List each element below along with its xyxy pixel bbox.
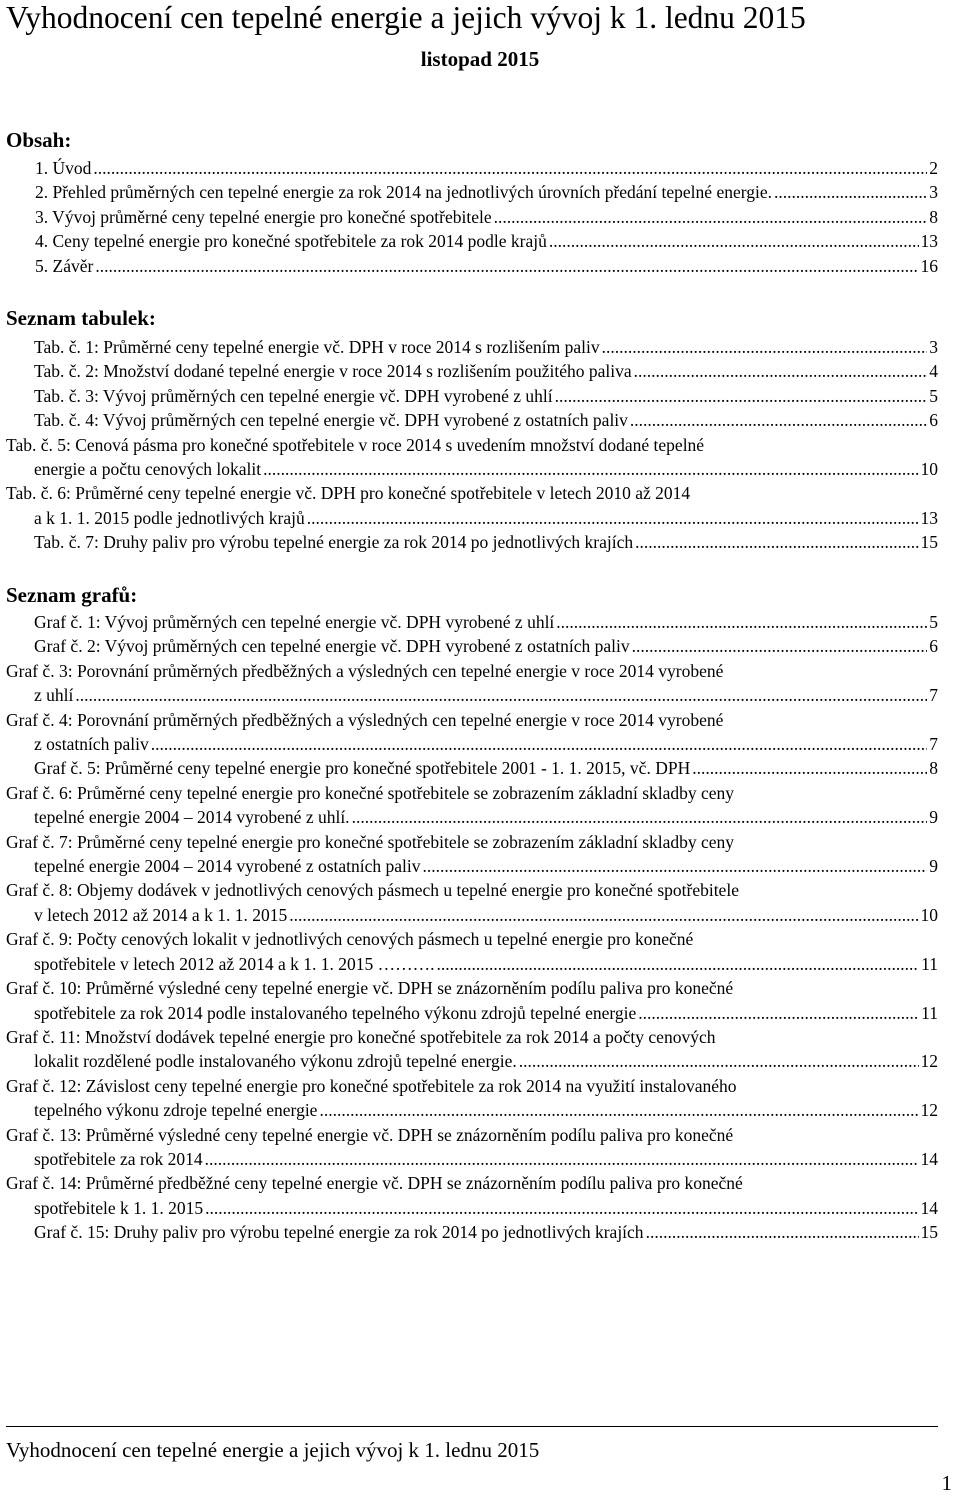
entry-title-line: Graf č. 4: Porovnání průměrných předběžných a výsledných cen tepelné energie v roce 2014 vyrobené	[6, 709, 724, 730]
dot-leader	[634, 359, 928, 383]
footer-text: Vyhodnocení cen tepelné energie a jejich vývoj k 1. lednu 2015	[6, 1438, 540, 1462]
entry-leader-row	[35, 254, 938, 278]
list-item	[6, 433, 938, 482]
entry-title: spotřebitele v letech 2012 až 2014 a k 1. 1. 2015 ……….	[34, 953, 435, 974]
dot-leader	[205, 1196, 918, 1220]
entry-leader-row	[34, 854, 938, 878]
entry-page-number: 14	[920, 1197, 938, 1218]
entry-title: 5. Závěr	[35, 255, 94, 276]
entry-title: spotřebitele k 1. 1. 2015	[34, 1197, 204, 1218]
entry-leader-row	[34, 952, 938, 976]
entry-leader-row	[34, 903, 938, 927]
entry-leader-row	[35, 156, 938, 180]
dot-leader	[307, 506, 919, 530]
list-item	[6, 180, 938, 204]
entry-title-line: Graf č. 9: Počty cenových lokalit v jednotlivých cenových pásmech u tepelné energie pro konečné	[6, 929, 694, 950]
entry-title: Tab. č. 3: Vývoj průměrných cen tepelné energie vč. DPH vyrobené z uhlí	[34, 385, 553, 406]
entry-leader-row	[35, 229, 938, 253]
entry-page-number: 13	[920, 231, 938, 252]
dot-leader	[556, 610, 927, 634]
entry-page-number: 10	[920, 459, 938, 480]
entry-title: Tab. č. 2: Množství dodané tepelné energie v roce 2014 s rozlišením použitého paliva	[34, 361, 632, 382]
entry-leader-row	[34, 1098, 938, 1122]
entry-leader-row	[34, 610, 938, 634]
entry-leader-row	[34, 1049, 938, 1073]
footer-divider	[6, 1426, 938, 1427]
entry-title: spotřebitele za rok 2014	[34, 1148, 203, 1169]
entry-leader-row	[35, 180, 938, 204]
entry-page-number: 13	[920, 507, 938, 528]
entry-title-line: Tab. č. 6: Průměrné ceny tepelné energie vč. DPH pro konečné spotřebitele v letech 2010 až 2014	[6, 483, 691, 504]
list-item	[6, 659, 938, 708]
entry-title: Tab. č. 4: Vývoj průměrných cen tepelné energie vč. DPH vyrobené z ostatních paliv	[34, 410, 628, 431]
document-subtitle: listopad 2015	[420, 47, 540, 71]
dot-leader	[632, 634, 928, 658]
entry-title-line: Graf č. 7: Průměrné ceny tepelné energie pro konečné spotřebitele se zobrazením základní skladby ceny	[6, 831, 735, 852]
list-item	[6, 1074, 938, 1123]
dot-leader	[549, 229, 919, 253]
entry-title: lokalit rozdělené podle instalovaného výkonu zdrojů tepelné energie.	[34, 1051, 517, 1072]
entry-page-number: 2	[929, 158, 938, 178]
entry-title: energie a počtu cenových lokalit	[34, 459, 262, 480]
entry-leader-row	[34, 530, 938, 554]
graphs-list	[6, 610, 938, 1245]
entry-title: Tab. č. 7: Druhy paliv pro výrobu tepelné energie za rok 2014 po jednotlivých krajích	[34, 532, 634, 553]
entry-title: a k 1. 1. 2015 podle jednotlivých krajů	[34, 507, 305, 528]
list-item	[6, 1123, 938, 1172]
entry-leader-row	[34, 683, 938, 707]
graphs-heading: Seznam grafů:	[6, 583, 138, 607]
list-item	[6, 530, 938, 554]
list-item	[6, 229, 938, 253]
dot-leader	[602, 335, 928, 359]
list-item	[6, 481, 938, 530]
entry-page-number: 9	[929, 807, 938, 828]
dot-leader	[263, 457, 918, 481]
entry-title: Graf č. 1: Vývoj průměrných cen tepelné energie vč. DPH vyrobené z uhlí	[34, 612, 555, 632]
entry-page-number: 6	[929, 636, 938, 657]
dot-leader	[638, 1001, 919, 1025]
entry-title-line: Graf č. 8: Objemy dodávek v jednotlivých cenových pásmech u tepelné energie pro konečné spotřebitele	[6, 880, 739, 901]
list-item	[6, 878, 938, 927]
entry-page-number: 11	[921, 953, 938, 974]
tables-heading: Seznam tabulek:	[6, 306, 156, 330]
entry-page-number: 3	[929, 182, 938, 203]
entry-title: Graf č. 15: Druhy paliv pro výrobu tepelné energie za rok 2014 po jednotlivých krajích	[34, 1222, 644, 1243]
entry-page-number: 9	[929, 856, 938, 877]
entry-title-line: Graf č. 11: Množství dodávek tepelné energie pro konečné spotřebitele za rok 2014 a počty cenových	[6, 1026, 716, 1047]
dot-leader	[635, 530, 918, 554]
entry-page-number: 11	[921, 1002, 938, 1023]
entry-title: spotřebitele za rok 2014 podle instalovaného tepelného výkonu zdrojů tepelné energie	[34, 1002, 637, 1023]
entry-leader-row	[34, 634, 938, 658]
entry-title-line: Graf č. 6: Průměrné ceny tepelné energie pro konečné spotřebitele se zobrazením základní skladby ceny	[6, 782, 735, 803]
entry-title-line: Graf č. 14: Průměrné předběžné ceny tepelné energie vč. DPH se znázorněním podílu paliva pro konečné	[6, 1173, 743, 1194]
dot-leader	[289, 903, 918, 927]
entry-page-number: 5	[929, 385, 938, 406]
entry-leader-row	[34, 756, 938, 780]
list-item	[6, 335, 938, 359]
entry-page-number: 16	[920, 255, 938, 276]
list-item	[6, 634, 938, 658]
entry-title: z uhlí	[34, 685, 74, 706]
entry-leader-row	[34, 457, 938, 481]
list-item	[6, 830, 938, 879]
dot-leader	[436, 952, 919, 976]
dot-leader	[774, 180, 927, 204]
dot-leader	[423, 854, 928, 878]
entry-title: 1. Úvod	[35, 158, 92, 178]
list-item	[6, 756, 938, 780]
list-item	[6, 408, 938, 432]
entry-title: tepelné energie 2004 – 2014 vyrobené z ostatních paliv	[34, 856, 421, 877]
entry-title-line: Tab. č. 5: Cenová pásma pro konečné spotřebitele v roce 2014 s uvedením množství dodané tepelné	[6, 434, 705, 455]
entry-leader-row	[34, 359, 938, 383]
dot-leader	[75, 683, 927, 707]
dot-leader	[494, 205, 928, 229]
dot-leader	[95, 254, 918, 278]
dot-leader	[319, 1098, 918, 1122]
list-item	[6, 1171, 938, 1220]
dot-leader	[151, 732, 928, 756]
entry-title-line: Graf č. 10: Průměrné výsledné ceny tepelné energie vč. DPH se znázorněním podílu paliva pro konečné	[6, 978, 734, 999]
entry-title: 2. Přehled průměrných cen tepelné energie za rok 2014 na jednotlivých úrovních předání tepelné energie.	[35, 182, 772, 203]
entry-leader-row	[34, 408, 938, 432]
entry-leader-row	[34, 1220, 938, 1244]
list-item	[6, 156, 938, 180]
entry-page-number: 8	[929, 206, 938, 227]
entry-leader-row	[34, 732, 938, 756]
dot-leader	[519, 1049, 919, 1073]
entry-page-number: 4	[929, 361, 938, 382]
entry-page-number: 6	[929, 410, 938, 431]
entry-title: Tab. č. 1: Průměrné ceny tepelné energie vč. DPH v roce 2014 s rozlišením paliv	[34, 337, 600, 357]
entry-title: 3. Vývoj průměrné ceny tepelné energie pro konečné spotřebitele	[35, 206, 492, 227]
entry-title-line: Graf č. 12: Závislost ceny tepelné energie pro konečné spotřebitele za rok 2014 na využití instalovaného	[6, 1075, 737, 1096]
list-item	[6, 384, 938, 408]
entry-page-number: 15	[920, 532, 938, 553]
dot-leader	[630, 408, 927, 432]
contents-list	[6, 156, 938, 278]
entry-title: Graf č. 5: Průměrné ceny tepelné energie pro konečné spotřebitele 2001 - 1. 1. 2015, vč. DPH	[34, 758, 691, 779]
entry-leader-row	[35, 205, 938, 229]
list-item	[6, 976, 938, 1025]
entry-page-number: 12	[920, 1051, 938, 1072]
entry-page-number: 5	[929, 612, 938, 632]
entry-title: Graf č. 2: Vývoj průměrných cen tepelné energie vč. DPH vyrobené z ostatních paliv	[34, 636, 630, 657]
list-item	[6, 610, 938, 634]
list-item	[6, 781, 938, 830]
entry-title-line: Graf č. 13: Průměrné výsledné ceny tepelné energie vč. DPH se znázorněním podílu paliva pro konečné	[6, 1124, 734, 1145]
list-item	[6, 1025, 938, 1074]
list-item	[6, 205, 938, 229]
contents-heading: Obsah:	[6, 128, 72, 152]
list-item	[6, 927, 938, 976]
entry-title: tepelné energie 2004 – 2014 vyrobené z uhlí.	[34, 807, 350, 828]
dot-leader	[352, 805, 928, 829]
list-item	[6, 1220, 938, 1244]
page-number: 1	[941, 1471, 952, 1495]
entry-page-number: 12	[920, 1100, 938, 1121]
entry-leader-row	[34, 384, 938, 408]
entry-page-number: 14	[920, 1148, 938, 1169]
tables-list	[6, 335, 938, 555]
entry-title: tepelného výkonu zdroje tepelné energie	[34, 1100, 318, 1121]
dot-leader	[646, 1220, 919, 1244]
dot-leader	[205, 1147, 919, 1171]
entry-page-number: 15	[920, 1222, 938, 1243]
document-title: Vyhodnocení cen tepelné energie a jejich vývoj k 1. lednu 2015	[6, 0, 806, 35]
entry-page-number: 7	[929, 734, 938, 755]
entry-leader-row	[34, 1196, 938, 1220]
list-item	[6, 708, 938, 757]
entry-leader-row	[34, 1001, 938, 1025]
list-item	[6, 254, 938, 278]
dot-leader	[692, 756, 927, 780]
entry-leader-row	[34, 805, 938, 829]
entry-title: z ostatních paliv	[34, 734, 149, 755]
dot-leader	[555, 384, 928, 408]
entry-title: 4. Ceny tepelné energie pro konečné spotřebitele za rok 2014 podle krajů	[35, 231, 547, 252]
entry-page-number: 7	[929, 685, 938, 706]
entry-title: v letech 2012 až 2014 a k 1. 1. 2015	[34, 904, 288, 925]
entry-page-number: 10	[920, 904, 938, 925]
entry-leader-row	[34, 335, 938, 359]
entry-title-line: Graf č. 3: Porovnání průměrných předběžných a výsledných cen tepelné energie v roce 2014 vyrobené	[6, 660, 724, 681]
entry-page-number: 8	[929, 758, 938, 779]
list-item	[6, 359, 938, 383]
entry-page-number: 3	[929, 337, 938, 357]
entry-leader-row	[34, 1147, 938, 1171]
dot-leader	[93, 156, 927, 180]
entry-leader-row	[34, 506, 938, 530]
